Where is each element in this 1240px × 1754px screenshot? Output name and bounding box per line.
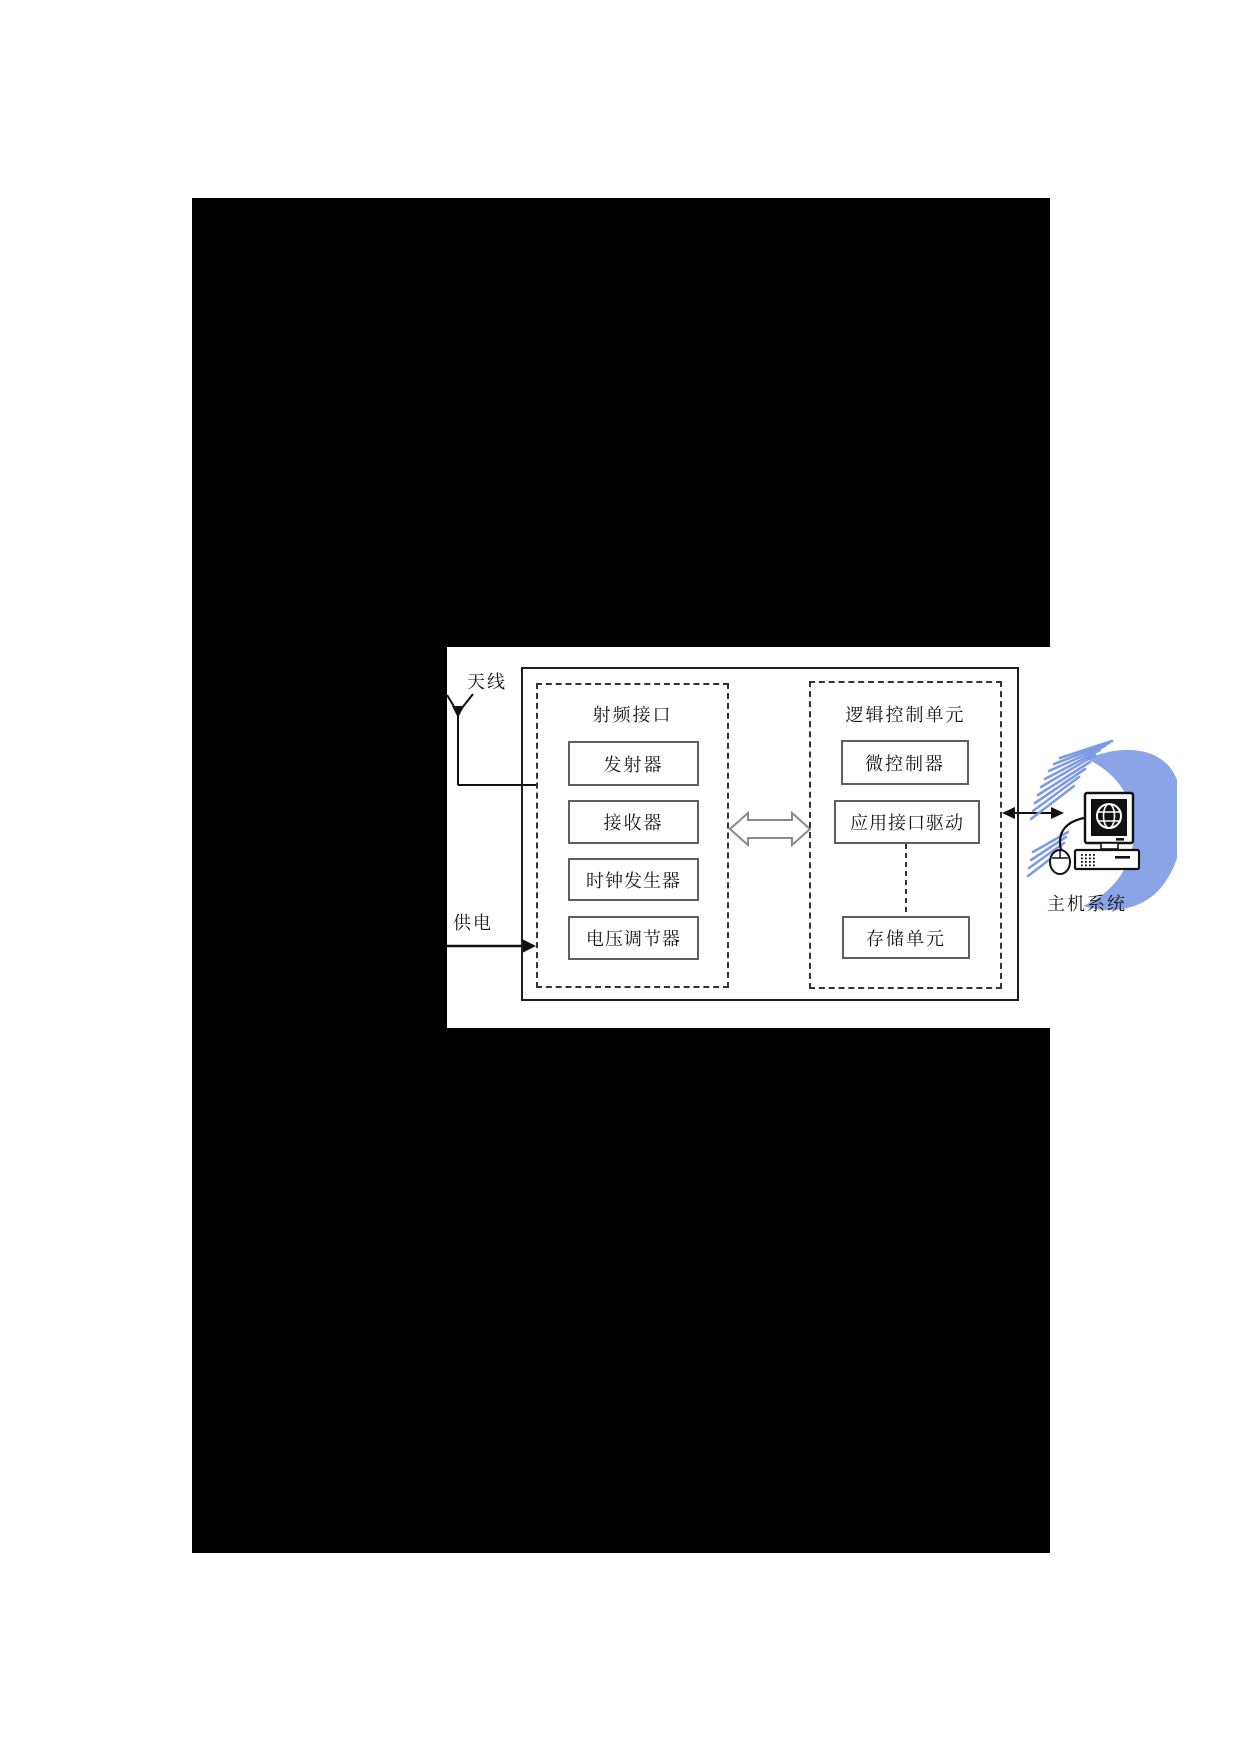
rf-interface-title: 射频接口 — [592, 705, 673, 726]
memory-unit-block: 存储单元 — [842, 916, 970, 959]
monitor-icon — [1085, 793, 1133, 849]
host-computer-icon — [1028, 741, 1177, 910]
power-supply-label: 供电 — [453, 913, 493, 934]
host-system-label: 主机系统 — [1047, 894, 1127, 915]
mouse-icon — [1050, 850, 1070, 874]
microcontroller-block: 微控制器 — [841, 740, 969, 785]
clock-generator-block: 时钟发生器 — [568, 858, 699, 901]
receiver-block: 接收器 — [568, 800, 699, 844]
scan-black-background — [192, 198, 1127, 1553]
voltage-regulator-block: 电压调节器 — [568, 916, 699, 960]
antenna-label: 天线 — [467, 672, 507, 693]
system-unit-icon — [1075, 850, 1139, 869]
logic-control-title: 逻辑控制单元 — [845, 705, 966, 726]
transmitter-block: 发射器 — [568, 741, 699, 786]
app-interface-driver-block: 应用接口驱动 — [834, 800, 980, 844]
rfid-reader-block-diagram — [447, 647, 1177, 1028]
